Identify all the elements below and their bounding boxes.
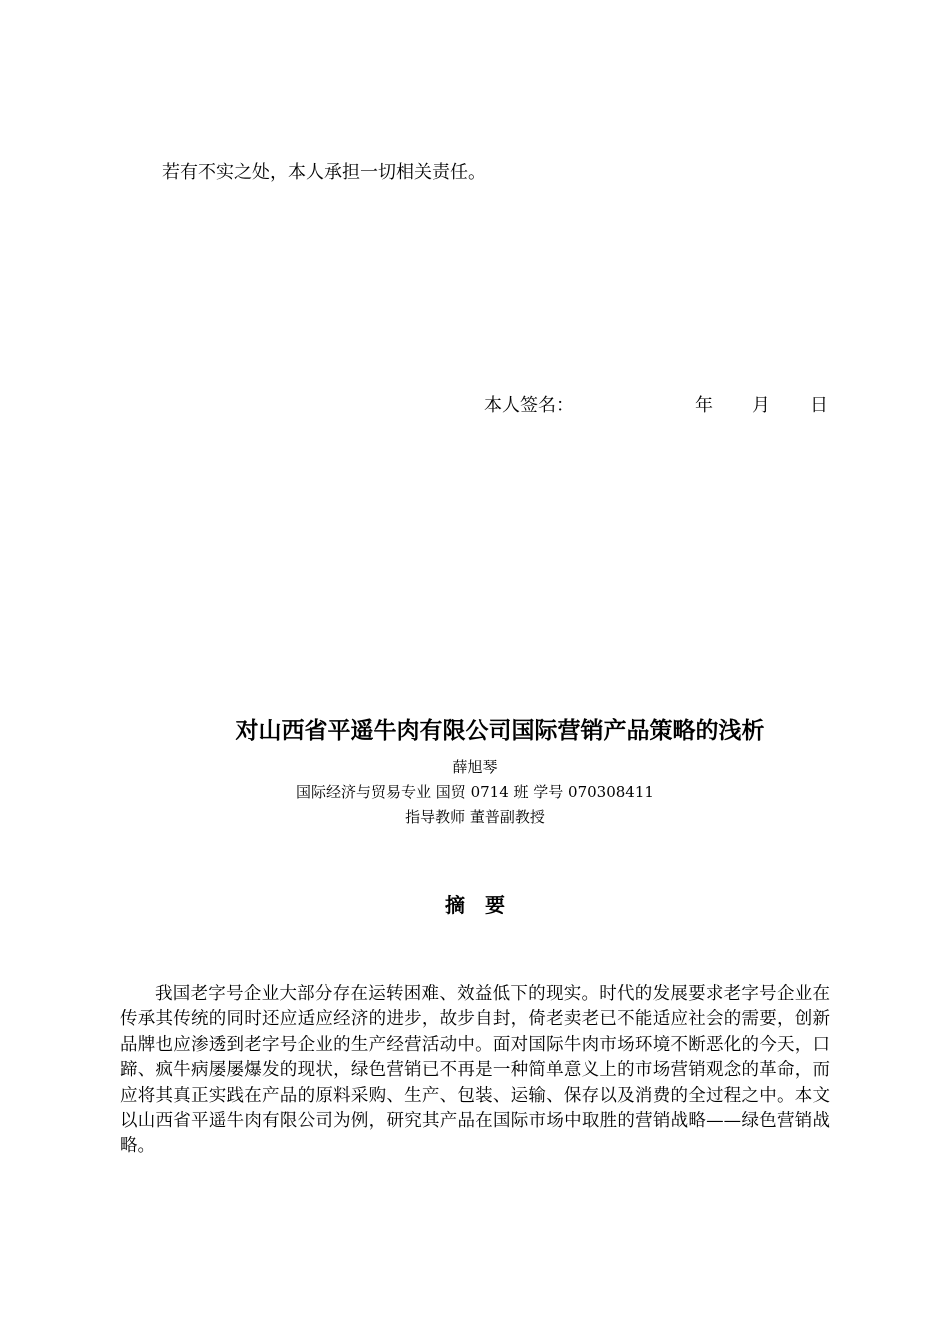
signature-day: 日 <box>810 395 828 416</box>
paper-title: 对山西省平遥牛肉有限公司国际营销产品策略的浅析 <box>235 718 765 744</box>
paper-author: 薛旭琴 <box>452 758 498 776</box>
abstract-body: 我国老字号企业大部分存在运转困难、效益低下的现实。时代的发展要求老字号企业在传承其传统的同时还应适应经济的进步，故步自封，倚老卖老已不能适应社会的需要，创新品牌也应渗透到老字号企业的生产经营活动中。面对国际牛肉市场环境不断恶化的今天，口蹄、疯牛病屡屡爆发的现状，绿色营销已不再是一种简单意义上的市场营销观念的革命，而应将其真正实践在产品的原料采购、生产、包装、运输、保存以及消费的全过程之中。本文以山西省平遥牛肉有限公司为例，研究其产品在国际市场中取胜的营销战略——绿色营销战略。 <box>120 984 830 1157</box>
paper-affiliation: 国际经济与贸易专业 国贸 0714 班 学号 070308411 <box>296 783 654 801</box>
signature-year: 年 <box>695 395 713 416</box>
signature-label: 本人签名： <box>484 395 574 416</box>
abstract-heading: 摘要 <box>445 893 525 917</box>
signature-month: 月 <box>752 395 770 416</box>
declaration-text: 若有不实之处，本人承担一切相关责任。 <box>162 162 486 183</box>
paper-advisor: 指导教师 董普副教授 <box>405 808 545 826</box>
